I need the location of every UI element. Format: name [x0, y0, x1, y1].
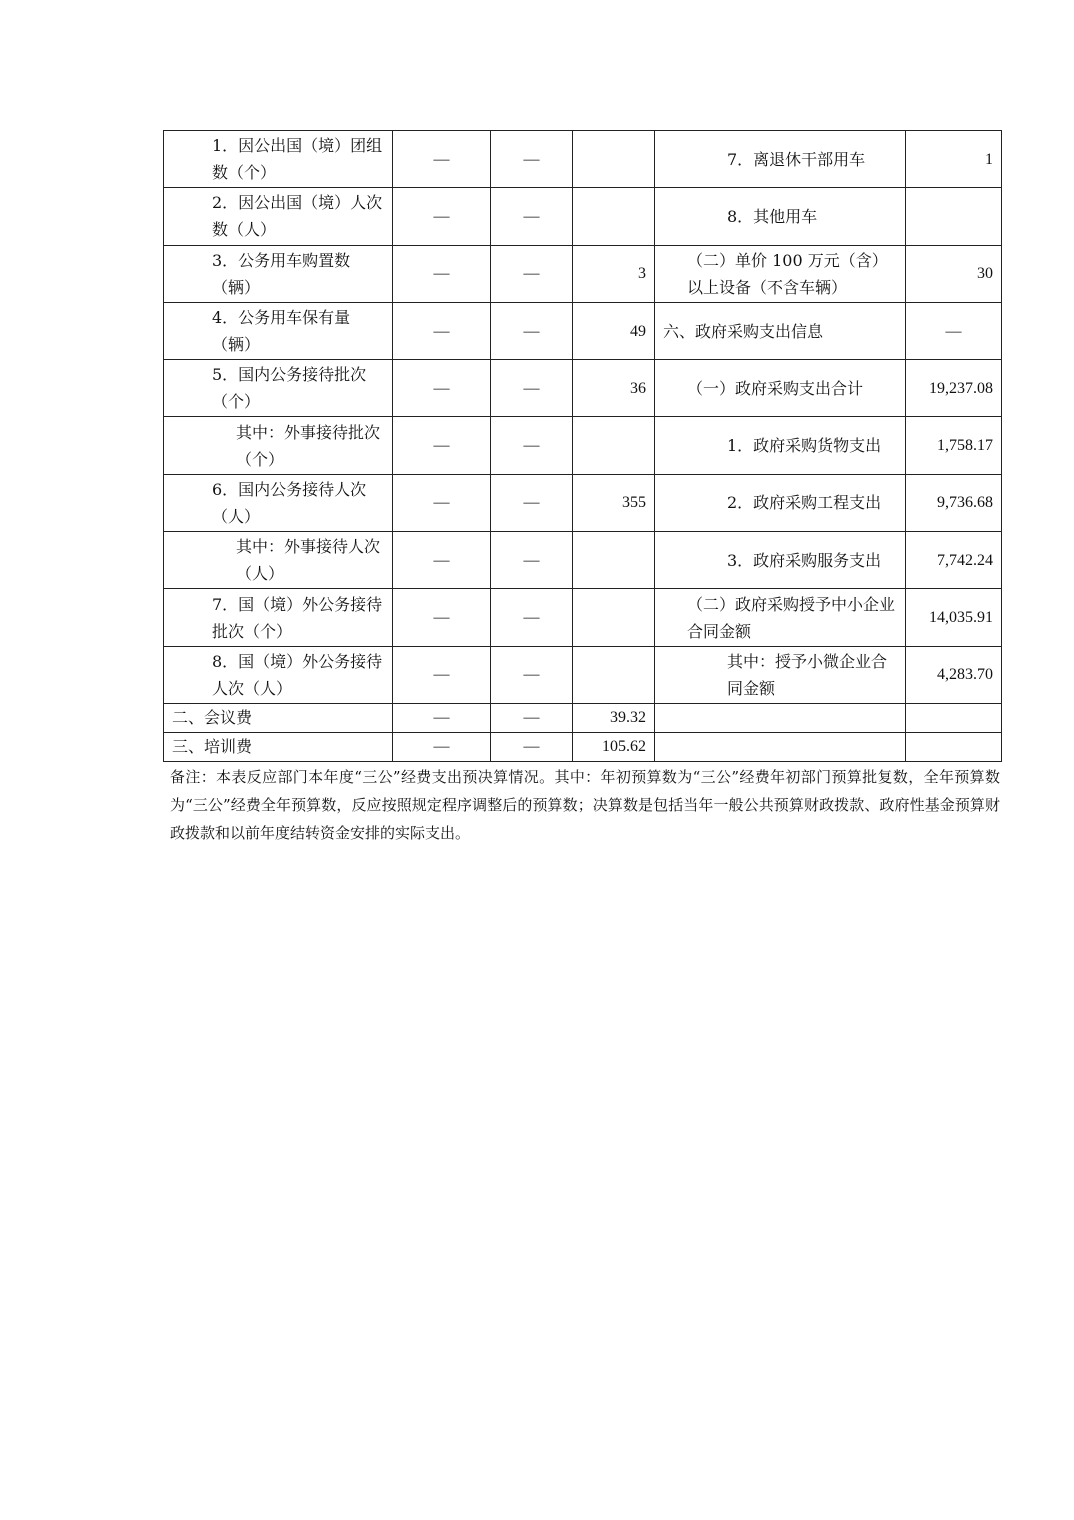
right-item-value: 4,283.70: [906, 646, 1002, 703]
right-item-label: 2．政府采购工程支出: [655, 474, 906, 531]
final-account-cell: [573, 131, 655, 188]
row-label: 7．国（境）外公务接待批次（个）: [164, 589, 393, 646]
full-year-budget-cell: —: [491, 703, 573, 732]
table-row: [164, 131, 1002, 188]
initial-budget-cell: —: [393, 589, 491, 646]
row-label: 2．因公出国（境）人次数（人）: [164, 188, 393, 245]
row-label: 三、培训费: [164, 732, 393, 761]
right-item-value: —: [906, 302, 1002, 359]
final-account-cell: 355: [573, 474, 655, 531]
final-account-cell: 105.62: [573, 732, 655, 761]
right-item-value: 14,035.91: [906, 589, 1002, 646]
final-account-cell: 3: [573, 245, 655, 302]
full-year-budget-cell: —: [491, 589, 573, 646]
table-row: [164, 302, 1002, 359]
right-item-value: 1: [906, 131, 1002, 188]
initial-budget-cell: —: [393, 417, 491, 474]
initial-budget-cell: —: [393, 360, 491, 417]
final-account-cell: [573, 589, 655, 646]
full-year-budget-cell: —: [491, 188, 573, 245]
final-account-cell: 36: [573, 360, 655, 417]
table-row: [164, 188, 1002, 245]
full-year-budget-cell: —: [491, 245, 573, 302]
right-item-label: [655, 732, 906, 761]
row-label: 其中：外事接待人次（人）: [164, 532, 393, 589]
table-row: [164, 532, 1002, 589]
right-item-label: （一）政府采购支出合计: [655, 360, 906, 417]
initial-budget-cell: —: [393, 245, 491, 302]
right-item-label: 其中：授予小微企业合同金额: [655, 646, 906, 703]
right-item-label: 3．政府采购服务支出: [655, 532, 906, 589]
right-item-value: 9,736.68: [906, 474, 1002, 531]
table-footnote: 备注：本表反应部门本年度“三公”经费支出预决算情况。其中：年初预算数为“三公”经费年初部门预算批复数，全年预算数为“三公”经费全年预算数，反应按照规定程序调整后的预算数；决算数是包括当年一般公共预算财政拨款、政府性基金预算财政拨款和以前年度结转资金安排的实际支出。: [170, 768, 1000, 842]
table-row: [164, 360, 1002, 417]
final-account-cell: [573, 417, 655, 474]
table-row: [164, 474, 1002, 531]
right-item-label: 7．离退休干部用车: [655, 131, 906, 188]
initial-budget-cell: —: [393, 131, 491, 188]
final-account-cell: [573, 646, 655, 703]
right-item-label: [655, 703, 906, 732]
right-item-value: [906, 703, 1002, 732]
row-label: 1．因公出国（境）团组数（个）: [164, 131, 393, 188]
initial-budget-cell: —: [393, 532, 491, 589]
right-item-value: 30: [906, 245, 1002, 302]
right-item-label: 1．政府采购货物支出: [655, 417, 906, 474]
right-item-value: 1,758.17: [906, 417, 1002, 474]
full-year-budget-cell: —: [491, 646, 573, 703]
full-year-budget-cell: —: [491, 474, 573, 531]
right-item-label: 六、政府采购支出信息: [655, 302, 906, 359]
right-item-value: 7,742.24: [906, 532, 1002, 589]
full-year-budget-cell: —: [491, 417, 573, 474]
table-row: [164, 646, 1002, 703]
full-year-budget-cell: —: [491, 532, 573, 589]
row-label: 4．公务用车保有量（辆）: [164, 302, 393, 359]
right-item-label: （二）政府采购授予中小企业合同金额: [655, 589, 906, 646]
final-account-cell: 49: [573, 302, 655, 359]
table-row: [164, 703, 1002, 732]
initial-budget-cell: —: [393, 302, 491, 359]
table-row: [164, 417, 1002, 474]
row-label: 6．国内公务接待人次（人）: [164, 474, 393, 531]
row-label: 8．国（境）外公务接待人次（人）: [164, 646, 393, 703]
right-item-value: [906, 732, 1002, 761]
table-row: [164, 245, 1002, 302]
initial-budget-cell: —: [393, 703, 491, 732]
right-item-label: 8．其他用车: [655, 188, 906, 245]
row-label: 3．公务用车购置数（辆）: [164, 245, 393, 302]
initial-budget-cell: —: [393, 646, 491, 703]
right-item-value: 19,237.08: [906, 360, 1002, 417]
initial-budget-cell: —: [393, 732, 491, 761]
row-label: 二、会议费: [164, 703, 393, 732]
three-public-expenses-table: [163, 130, 1002, 762]
final-account-cell: [573, 188, 655, 245]
table-row: [164, 732, 1002, 761]
full-year-budget-cell: —: [491, 360, 573, 417]
final-account-cell: [573, 532, 655, 589]
right-item-label: （二）单价 100 万元（含）以上设备（不含车辆）: [655, 245, 906, 302]
row-label: 5．国内公务接待批次（个）: [164, 360, 393, 417]
full-year-budget-cell: —: [491, 732, 573, 761]
table-row: [164, 589, 1002, 646]
full-year-budget-cell: —: [491, 131, 573, 188]
initial-budget-cell: —: [393, 474, 491, 531]
full-year-budget-cell: —: [491, 302, 573, 359]
initial-budget-cell: —: [393, 188, 491, 245]
row-label: 其中：外事接待批次（个）: [164, 417, 393, 474]
right-item-value: [906, 188, 1002, 245]
final-account-cell: 39.32: [573, 703, 655, 732]
